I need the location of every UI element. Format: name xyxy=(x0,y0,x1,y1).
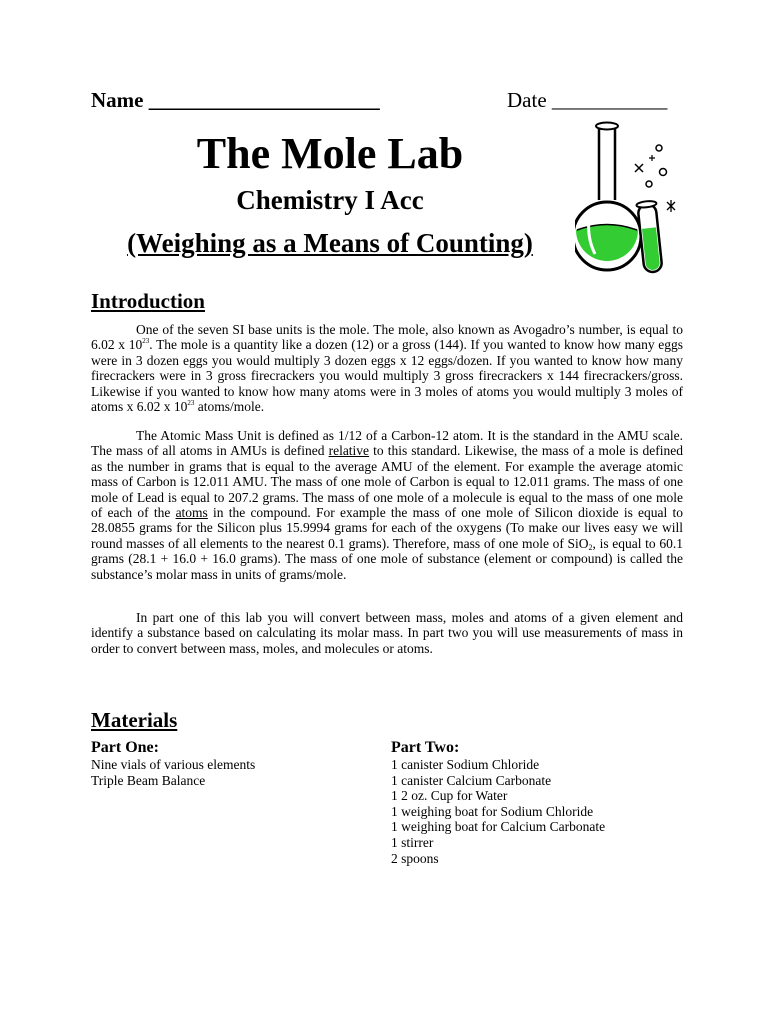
materials-part-one xyxy=(91,739,371,788)
page-title: The Mole Lab xyxy=(196,129,464,178)
materials-list-item: 2 spoons xyxy=(391,850,439,866)
materials-list-item: 1 stirrer xyxy=(391,834,434,850)
lab-tagline: (Weighing as a Means of Counting) xyxy=(127,228,533,258)
course-subtitle: Chemistry I Acc xyxy=(236,185,424,215)
intro-p1-exponent-2: 23 xyxy=(187,399,195,408)
materials-list-item: 1 canister Sodium Chloride xyxy=(391,757,540,772)
materials-list-item: Nine vials of various elements xyxy=(91,757,256,772)
part-two-list xyxy=(391,757,691,866)
materials-list-item: Triple Beam Balance xyxy=(91,772,206,788)
materials-part-two xyxy=(391,739,691,866)
intro-p2-text-b: to this standard. Likewise, the mass of a mole is defined as the number in grams that is equal to the average AMU of the element. For example the average atomic mass of Carbon is 12.011 AMU. The mass of one mole of Carbon is equal to 12.011 grams. The mass of one mole of Lead is equal to 207.2 grams. The mass of one mole of a molecule is equal to the mass of one mole of each of the xyxy=(91,443,683,521)
intro-p2-text-c: in the compound. For example the mass of one mole of Silicon dioxide is equal to 28.0855 grams for the Silicon plus 15.9994 grams for each of the oxygens (To make our lives easy we will round masses of all elements to the nearest 0.1 grams). Therefore, mass of one mole of SiO xyxy=(91,505,683,551)
intro-p2-underlined-relative: relative xyxy=(328,443,370,459)
flask-and-test-tube-icon xyxy=(575,118,685,280)
part-two-title: Part Two: xyxy=(391,739,460,756)
materials-heading: Materials xyxy=(91,708,178,732)
intro-p1-text-a: One of the seven SI base units is the mole. The mole, also known as Avogadro’s number, is equal to 6.02 x 10 xyxy=(91,322,683,353)
date-field-label: Date ___________ xyxy=(507,88,668,112)
materials-list-item: 1 weighing boat for Sodium Chloride xyxy=(391,803,594,819)
intro-p1-text-c: atoms/mole. xyxy=(194,399,265,415)
part-one-title: Part One: xyxy=(91,739,159,756)
intro-p2-underlined-atoms: atoms xyxy=(175,505,208,521)
part-one-list xyxy=(91,757,371,788)
materials-list-item: 1 weighing boat for Calcium Carbonate xyxy=(391,819,606,835)
intro-paragraph-1 xyxy=(91,322,683,414)
intro-p1-exponent-1: 23 xyxy=(142,337,150,346)
intro-p2-subscript: 2 xyxy=(588,542,593,552)
intro-p1-text-b: . The mole is a quantity like a dozen (12) or a gross (144). If you wanted to know how many eggs were in 3 dozen eggs you would multiply 3 dozen eggs x 12 eggs/dozen. If you wanted to know how many firecrackers were in 3 gross firecrackers you would multiply 3 gross firecrackers x 144 firecrackers/gross. Likewise if you wanted to know how many atoms were in 3 moles of atoms you would multiply 3 moles of atoms x 6.02 x 10 xyxy=(91,337,683,415)
name-field-label: Name ______________________ xyxy=(91,88,380,112)
materials-list-item: 1 canister Calcium Carbonate xyxy=(391,772,552,788)
intro-paragraph-2 xyxy=(91,428,683,582)
introduction-heading: Introduction xyxy=(91,289,205,313)
intro-p2-text-a: The Atomic Mass Unit is defined as 1/12 of a Carbon-12 atom. It is the standard in the AMU scale. The mass of all atoms in AMUs is defined xyxy=(91,428,683,459)
intro-paragraph-3: In part one of this lab you will convert between mass, moles and atoms of a given element and identify a substance based on calculating its molar mass. In part two you will use measurements of mass in order to convert between mass, moles, and molecules or atoms. xyxy=(91,610,683,656)
intro-p2-text-d: , is equal to 60.1 grams (28.1 + 16.0 + 16.0 grams). The mass of one mole of substance (element or compound) is called the substance’s molar mass in units of grams/mole. xyxy=(91,535,683,582)
materials-list-item: 1 2 oz. Cup for Water xyxy=(391,788,508,804)
